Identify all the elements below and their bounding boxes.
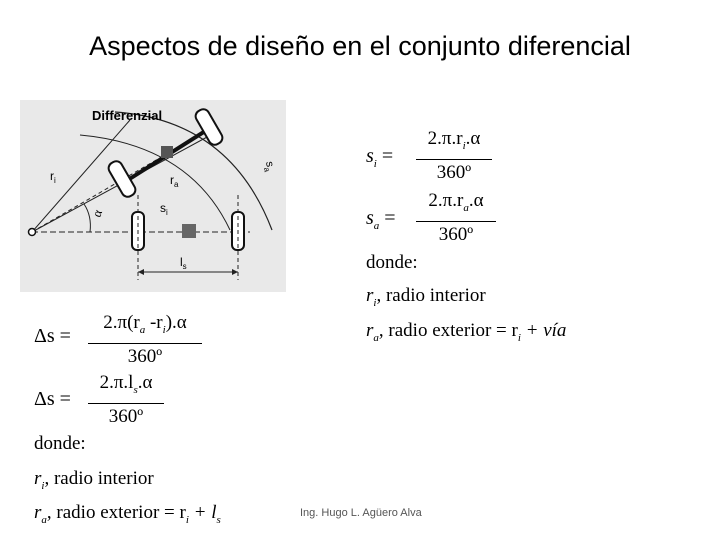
diagram-label-si: $s_i$ [160,201,168,217]
left-ri-definition: $r_i$, radio interior [34,468,154,492]
right-ri-definition: $r_i$, radio interior [366,285,486,309]
diagram-label-differenzial: Differenzial [92,108,163,123]
diagram-label-sa: $s_a$ [262,160,276,173]
diagram-label-ls: $l_s$ [180,255,187,271]
diagram-label-ra: $r_a$ [170,173,179,189]
left-ra-definition: $r_a$, radio exterior = $r_i + l_s$ [34,502,221,526]
footer-author: Ing. Hugo L. Agüero Alva [300,507,422,519]
right-ra-definition: $r_a$, radio exterior = $r_i$ + vía [366,320,567,344]
differential-diagram [20,100,286,292]
diagram-label-alpha: α [88,207,106,220]
left-donde: donde: [34,433,86,454]
slide-title: Aspectos de diseño en el conjunto diferencial [89,31,631,61]
right-donde: donde: [366,252,418,273]
diagram-label-ri: $r_i$ [50,169,56,185]
